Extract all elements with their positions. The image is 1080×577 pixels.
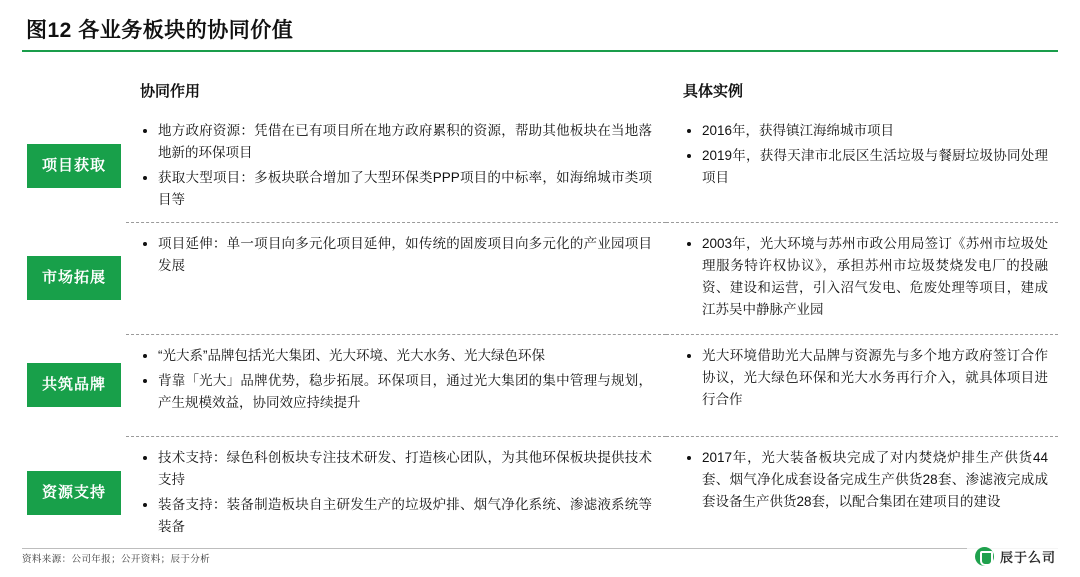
row-label-badge: 共筑品牌 — [27, 363, 121, 407]
examples-list — [684, 120, 1048, 189]
title-wrap — [0, 0, 1080, 52]
table-row — [22, 436, 1058, 549]
synergy-list — [140, 345, 652, 414]
list-item: 2016年，获得镇江海绵城市项目 — [684, 120, 1048, 142]
row-synergy-cell — [126, 334, 666, 436]
row-examples-cell — [666, 436, 1058, 549]
row-examples-cell — [666, 222, 1058, 334]
column-header-synergy: 协同作用 — [140, 83, 201, 100]
page-title: 图12 各业务板块的协同价值 — [26, 19, 294, 42]
row-label-cell — [22, 222, 126, 334]
synergy-list — [140, 447, 652, 537]
list-item: 光大环境借助光大品牌与资源先与多个地方政府签订合作协议，光大绿色环保和光大水务再行介入，就具体项目进行合作 — [684, 345, 1048, 411]
list-item: 2019年，获得天津市北辰区生活垃圾与餐厨垃圾协同处理项目 — [684, 145, 1048, 189]
source-note: 资料来源：公司年报；公开资料；辰于分析 — [22, 554, 211, 565]
row-synergy-cell — [126, 436, 666, 549]
watermark — [967, 544, 1064, 569]
table-row — [22, 222, 1058, 334]
footer-divider — [22, 548, 1058, 549]
chenyu-logo-icon — [975, 547, 994, 566]
row-synergy-cell — [126, 222, 666, 334]
list-item: 项目延伸：单一项目向多元化项目延伸，如传统的固废项目向多元化的产业园项目发展 — [140, 233, 652, 277]
row-examples-cell — [666, 110, 1058, 222]
list-item: 背靠「光大」品牌优势，稳步拓展。环保项目，通过光大集团的集中管理与规划，产生规模效益，协同效应持续提升 — [140, 370, 652, 414]
table-row — [22, 334, 1058, 436]
list-item: 技术支持：绿色科创板块专注技术研发、打造核心团队，为其他环保板块提供技术支持 — [140, 447, 652, 491]
list-item: 获取大型项目：多板块联合增加了大型环保类PPP项目的中标率，如海绵城市类项目等 — [140, 167, 652, 211]
list-item: “光大系”品牌包括光大集团、光大环境、光大水务、光大绿色环保 — [140, 345, 652, 367]
list-item: 装备支持：装备制造板块自主研发生产的垃圾炉排、烟气净化系统、渗滤液系统等装备 — [140, 494, 652, 538]
synergy-list — [140, 120, 652, 210]
examples-list — [684, 345, 1048, 411]
row-label-cell — [22, 334, 126, 436]
row-label-badge: 市场拓展 — [27, 256, 121, 300]
row-label-cell — [22, 436, 126, 549]
watermark-label: 辰于么司 — [999, 550, 1056, 565]
table-row — [22, 110, 1058, 222]
list-item: 地方政府资源：凭借在已有项目所在地方政府累积的资源，帮助其他板块在当地落地新的环保项目 — [140, 120, 652, 164]
row-label-badge: 项目获取 — [27, 144, 121, 188]
row-label-badge: 资源支持 — [27, 471, 121, 515]
examples-list — [684, 233, 1048, 320]
row-examples-cell — [666, 334, 1058, 436]
synergy-list — [140, 233, 652, 277]
row-synergy-cell — [126, 110, 666, 222]
column-header-examples: 具体实例 — [683, 83, 744, 100]
column-headers — [0, 80, 1080, 106]
list-item: 2017年，光大装备板块完成了对内焚烧炉排生产供货44套、烟气净化成套设备完成生产供货28套、渗滤液完成成套设备生产供货28套，以配合集团在建项目的建设 — [684, 447, 1048, 513]
synergy-table — [22, 110, 1058, 550]
list-item: 2003年，光大环境与苏州市政公用局签订《苏州市垃圾处理服务特许权协议》，承担苏州市垃圾焚烧发电厂的投融资、建设和运营，引入沼气发电、危废处理等项目，建成江苏吴中静脉产业园 — [684, 233, 1048, 320]
row-label-cell — [22, 110, 126, 222]
examples-list — [684, 447, 1048, 513]
title-divider — [22, 50, 1058, 52]
